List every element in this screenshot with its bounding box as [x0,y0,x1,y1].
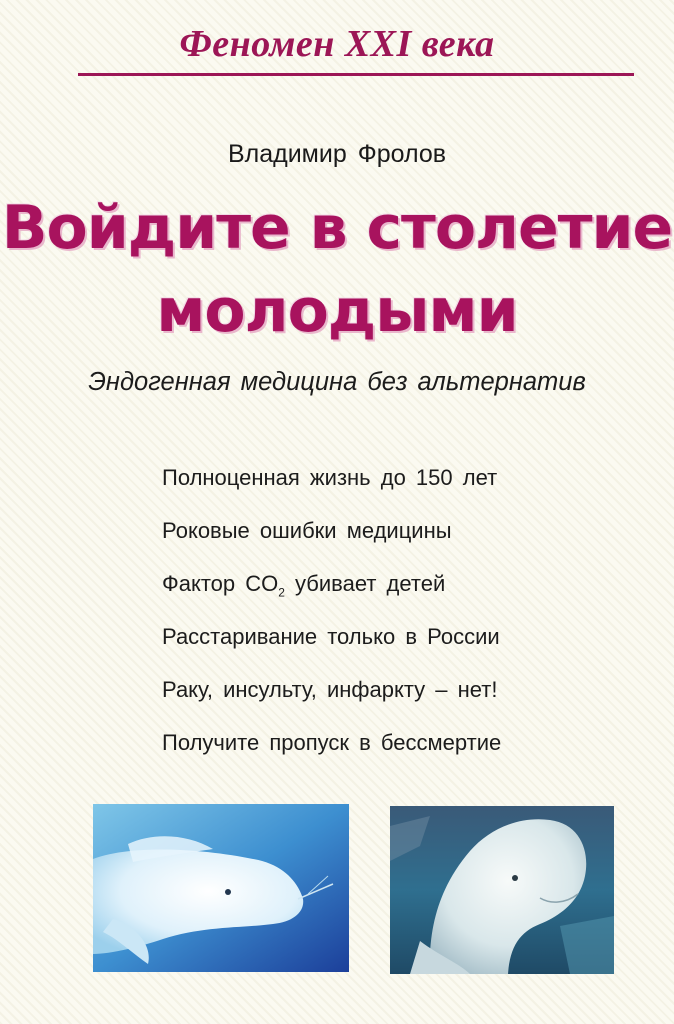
subscript: 2 [278,585,285,600]
key-points-list [162,463,501,781]
key-point-text: убивает детей [284,571,446,596]
beluga-photo-left [93,804,349,972]
series-title: Феномен XXI века [179,23,495,65]
series-underline [78,73,634,76]
author-name: Владимир Фролов [227,140,447,168]
book-title-line-2: молодыми [156,276,518,346]
key-point: Расстаривание только в России [162,624,500,649]
key-point: Роковые ошибки медицины [162,518,452,543]
key-point-text: Фактор CO [162,571,279,596]
book-title-line-1: Войдите в столетие [1,193,673,263]
key-point: Получите пропуск в бессмертие [162,730,502,755]
key-point [162,569,501,622]
book-subtitle: Эндогенная медицина без альтернатив [88,368,586,396]
beluga-photo-right [390,806,614,974]
key-point: Раку, инсульту, инфаркту – нет! [162,677,498,702]
key-point: Полноценная жизнь до 150 лет [162,465,498,490]
